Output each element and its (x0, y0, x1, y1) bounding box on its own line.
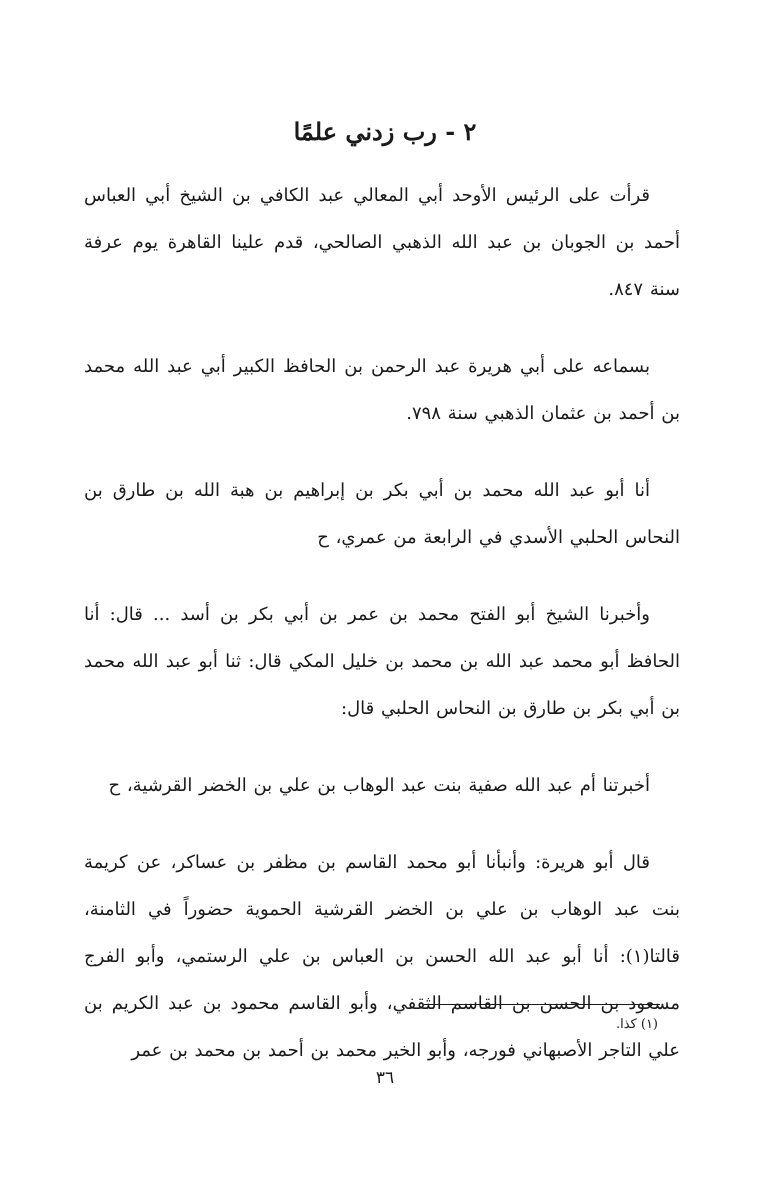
paragraph-3: أنا أبو عبد الله محمد بن أبي بكر بن إبراهيم بن هبة الله بن طارق بن النحاس الحلبي الأسدي في الرابعة من عمري، ح (84, 480, 680, 548)
paragraph-2: بسماعه على أبي هريرة عبد الرحمن بن الحافظ الكبير أبي عبد الله محمد بن أحمد بن عثمان الذهبي سنة ٧٩٨. (84, 356, 680, 424)
section-title: ٢ - رب زدني علمًا (293, 117, 477, 146)
body-text (84, 172, 680, 1104)
footnote-divider (424, 1004, 660, 1005)
paragraph-4: وأخبرنا الشيخ أبو الفتح محمد بن عمر بن أبي بكر بن أسد ... قال: أنا الحافظ أبو محمد عبد الله بن محمد بن خليل المكي قال: ثنا أبو عبد الله محمد بن أبي بكر بن طارق بن النحاس الحلبي قال: (84, 604, 680, 719)
footnote: (١) كذا. (615, 1017, 658, 1032)
page-number: ٣٦ (375, 1068, 395, 1088)
paragraph-1: قرأت على الرئيس الأوحد أبي المعالي عبد الكافي بن الشيخ أبي العباس أحمد بن الجوبان بن عبد الله الذهبي الصالحي، قدم علينا القاهرة يوم عرفة سنة ٨٤٧. (84, 185, 680, 300)
paragraph-5: أخبرتنا أم عبد الله صفية بنت عبد الوهاب بن علي بن الخضر القرشية، ح (108, 775, 650, 796)
paragraph-6: قال أبو هريرة: وأنبأنا أبو محمد القاسم بن مظفر بن عساكر، عن كريمة بنت عبد الوهاب بن علي بن الخضر القرشية الحموية حضوراً في الثامنة، قالتا(١): أنا أبو عبد الله الحسن بن العباس بن علي الرستمي، وأبو الفرج مسعود بن الحسن بن القاسم الثقفي، وأبو القاسم محمود بن عبد الكريم بن علي التاجر الأصبهاني فورجه، وأبو الخير محمد بن أحمد بن محمد بن عمر (84, 852, 680, 1061)
